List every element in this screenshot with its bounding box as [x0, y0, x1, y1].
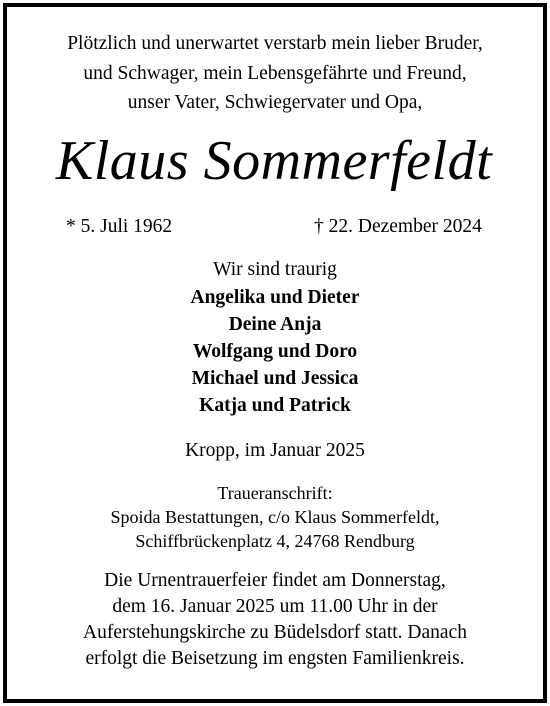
intro-line-3: unser Vater, Schwiegervater und Opa, [127, 92, 423, 113]
address-heading: Traueranschrift: [217, 483, 333, 503]
mourning-intro: Wir sind traurig [213, 259, 337, 280]
address-line-2: Schiffbrückenplatz 4, 24768 Rendburg [135, 531, 415, 551]
death-date: † 22. Dezember 2024 [314, 216, 482, 237]
mourner-5: Katja und Patrick [199, 395, 351, 416]
address-line-1: Spoida Bestattungen, c/o Klaus Sommerfeldt, [110, 507, 440, 527]
mourner-3: Wolfgang und Doro [192, 341, 358, 362]
ceremony-line-1: Die Urnentrauerfeier findet am Donnerstag, [104, 570, 446, 591]
place-date: Kropp, im Januar 2025 [185, 440, 365, 461]
mourner-1: Angelika und Dieter [190, 287, 360, 308]
birth-date: * 5. Juli 1962 [66, 216, 173, 237]
mourner-2: Deine Anja [228, 314, 322, 335]
deceased-name: Klaus Sommerfeldt [55, 130, 493, 192]
ceremony-line-4: erfolgt die Beisetzung im engsten Familienkreis. [85, 648, 465, 669]
mourner-4: Michael und Jessica [191, 368, 359, 389]
ceremony-line-3: Auferstehungskirche zu Büdelsdorf statt. Danach [83, 622, 467, 643]
intro-line-2: und Schwager, mein Lebensgefährte und Freund, [83, 63, 467, 84]
ceremony-line-2: dem 16. Januar 2025 um 11.00 Uhr in der [112, 596, 438, 617]
intro-line-1: Plötzlich und unerwartet verstarb mein lieber Bruder, [67, 33, 483, 54]
